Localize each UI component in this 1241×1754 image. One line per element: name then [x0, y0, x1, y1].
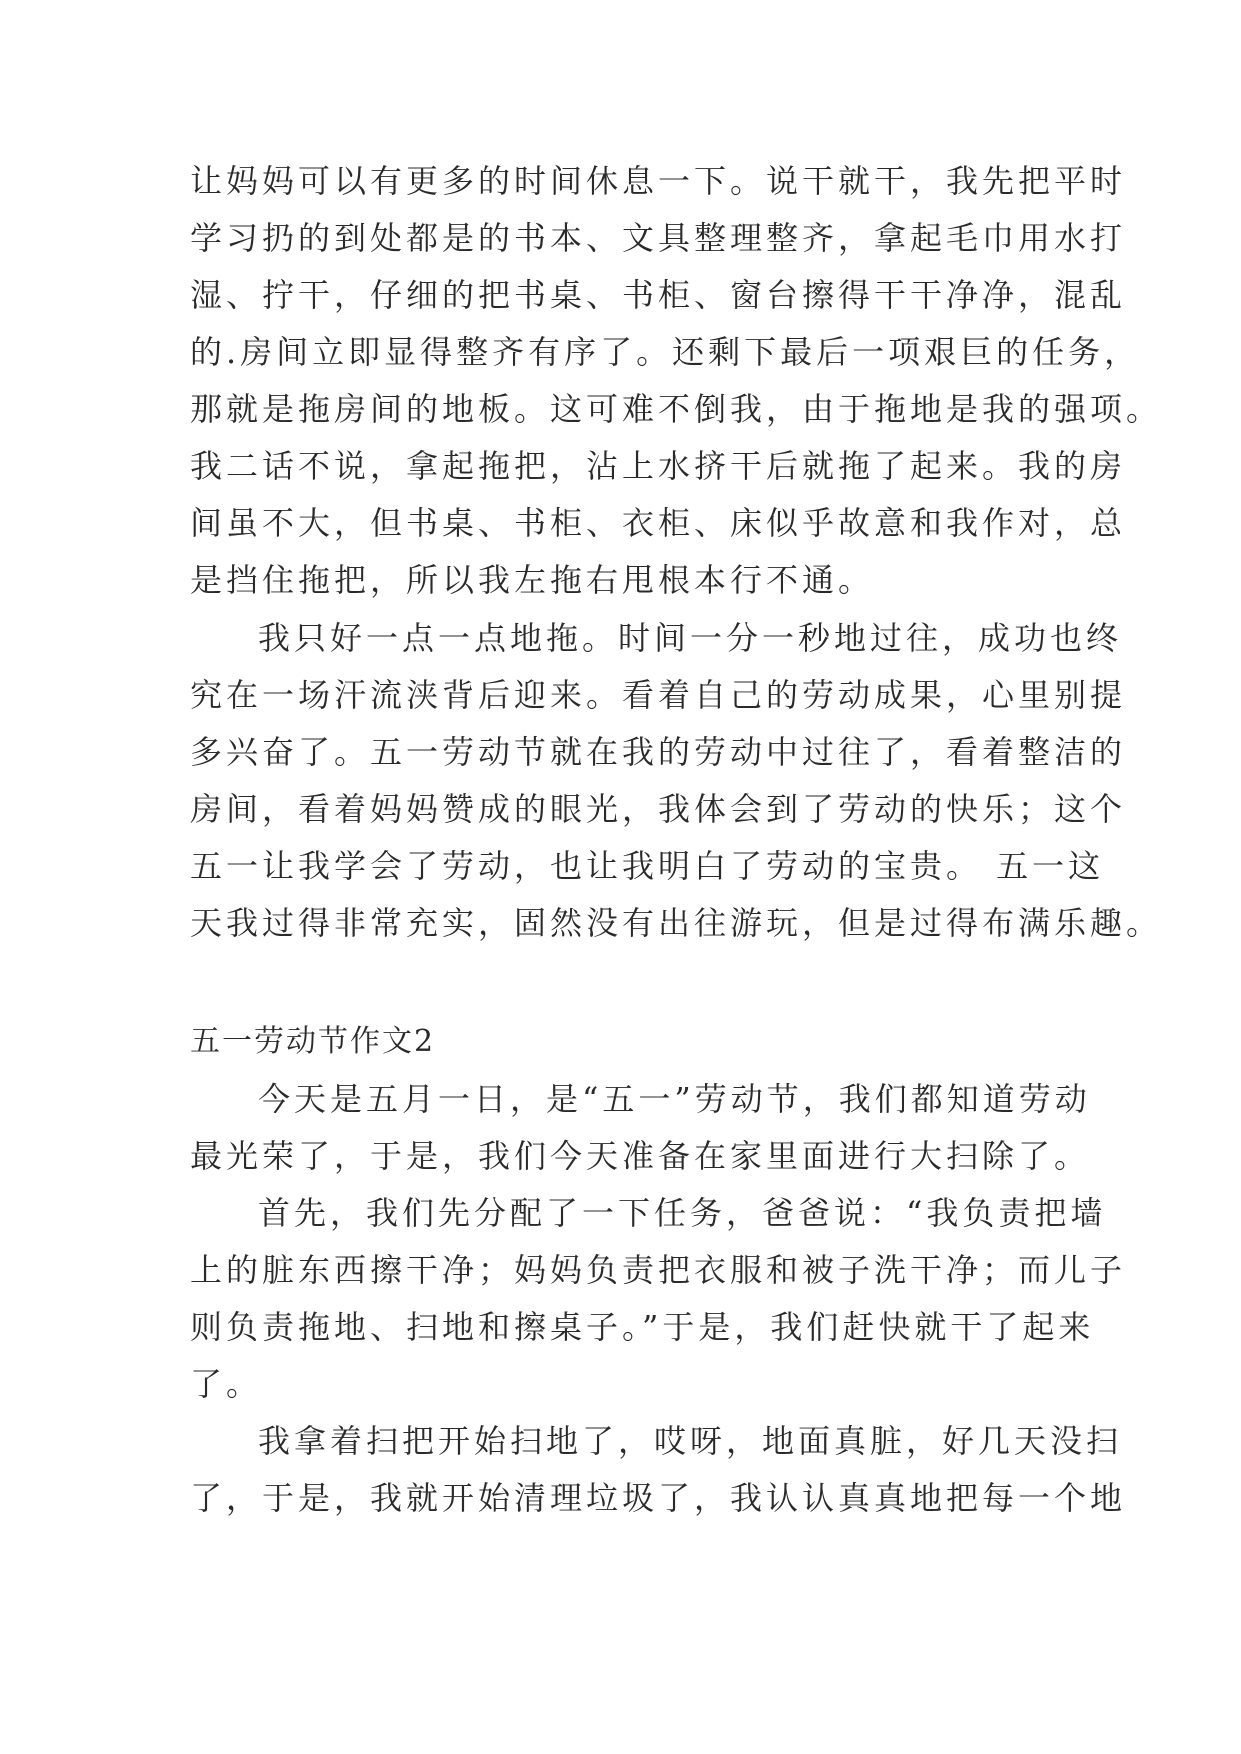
text-line: 那就是拖房间的地板。这可难不倒我，由于拖地是我的强项。: [190, 390, 1163, 428]
text-line: 了，于是，我就开始清理垃圾了，我认认真真地把每一个地: [190, 1479, 1127, 1517]
text-line: 了。: [190, 1365, 263, 1403]
text-line: 我拿着扫把开始扫地了，哎呀，地面真脏，好几天没扫: [258, 1422, 1123, 1460]
text-line: 多兴奋了。五一劳动节就在我的劳动中过往了，看着整洁的: [190, 733, 1127, 771]
text-line: 究在一场汗流浃背后迎来。看着自己的劳动成果，心里别提: [190, 676, 1127, 714]
text-line: 五一让我学会了劳动，也让我明白了劳动的宝贵。 五一这: [190, 847, 1105, 885]
text-line: 房间，看着妈妈赞成的眼光，我体会到了劳动的快乐；这个: [190, 790, 1127, 828]
text-line: 我二话不说，拿起拖把，沾上水挤干后就拖了起来。我的房: [190, 447, 1127, 485]
text-line: 首先，我们先分配了一下任务，爸爸说：“我负责把墙: [258, 1194, 1107, 1232]
text-line: 上的脏东西擦干净；妈妈负责把衣服和被子洗干净；而儿子: [190, 1251, 1127, 1289]
text-line: 学习扔的到处都是的书本、文具整理整齐，拿起毛巾用水打: [190, 219, 1127, 257]
text-line: 天我过得非常充实，固然没有出往游玩，但是过得布满乐趣。: [190, 904, 1163, 942]
text-line: 让妈妈可以有更多的时间休息一下。说干就干，我先把平时: [190, 162, 1127, 200]
text-line: 是挡住拖把，所以我左拖右甩根本行不通。: [190, 561, 875, 599]
text-line: 的.房间立即显得整齐有序了。还剩下最后一项艰巨的任务，: [190, 333, 1141, 371]
text-line: 间虽不大，但书桌、书柜、衣柜、床似乎故意和我作对，总: [190, 504, 1127, 542]
text-line: 则负责拖地、扫地和擦桌子。”于是，我们赶快就干了起来: [190, 1308, 1095, 1346]
section-heading: 五一劳动节作文2: [190, 1024, 436, 1059]
text-line: 湿、拧干，仔细的把书桌、书柜、窗台擦得干干净净，混乱: [190, 276, 1127, 314]
text-line: 我只好一点一点地拖。时间一分一秒地过往，成功也终: [258, 619, 1123, 657]
text-line: 最光荣了，于是，我们今天准备在家里面进行大扫除了。: [190, 1137, 1091, 1175]
text-line: 今天是五月一日，是“五一”劳动节，我们都知道劳动: [258, 1080, 1091, 1118]
